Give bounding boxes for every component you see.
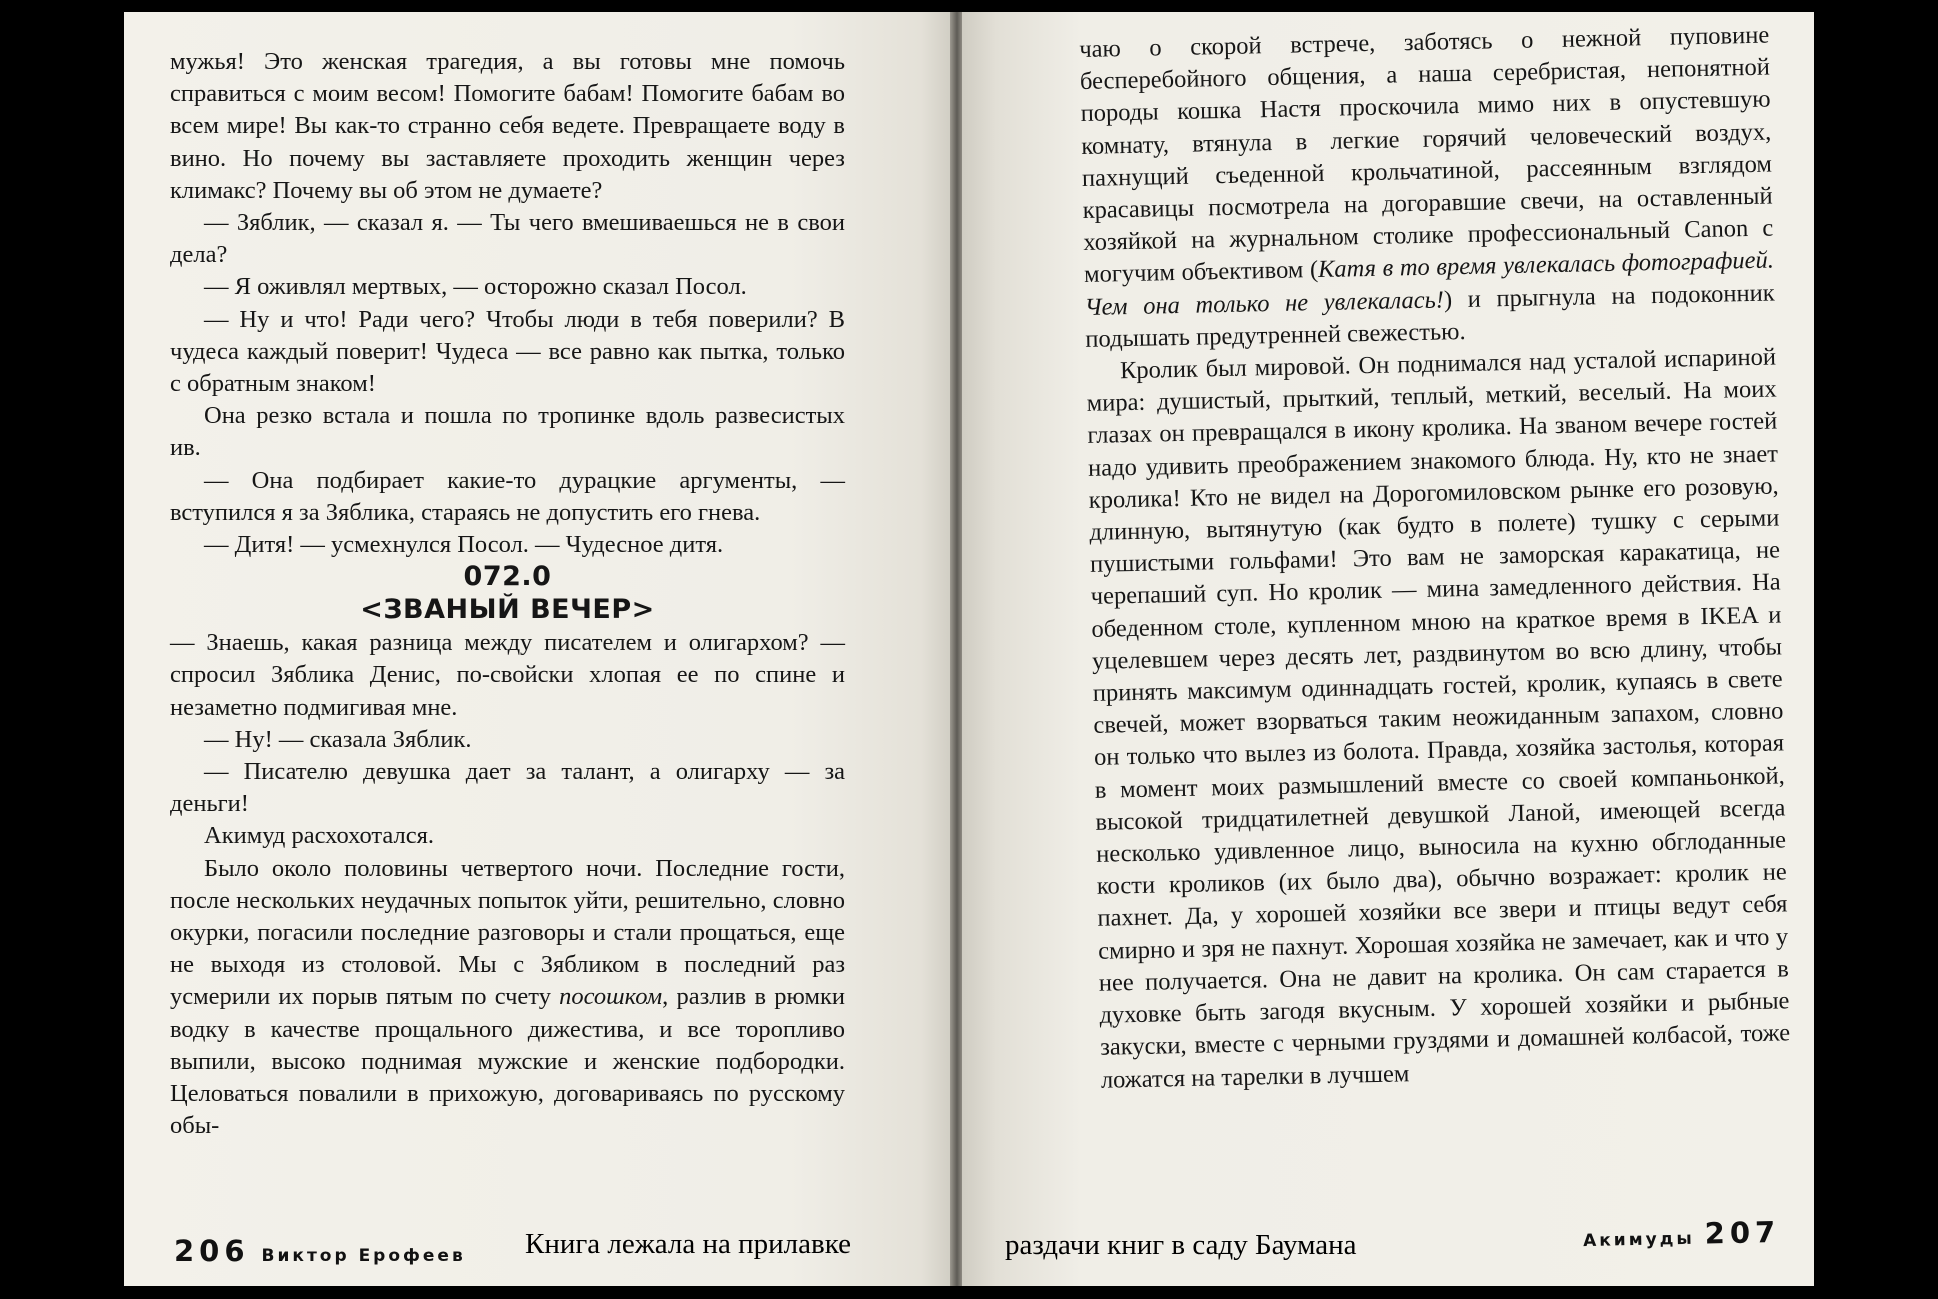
chapter-title: <ЗВАНЫЙ ВЕЧЕР>: [360, 594, 655, 626]
paragraph: чаю о скорой встрече, заботясь о нежной пуповине бесперебойного общения, а наша серебристая, непонятной породы кошка Настя проскочила мимо них в опустевшую комнату, втянула в легкие горячий человеческий воздух, пахнущий съеденной крольчатиной, рассеянным взглядом красавицы посмотрела на догоравшие свечи, на оставленный хозяйкой на журнальном столике профессиональный Canon с могучим объективом (Катя в то время увлекалась фотографией. Чем она только не увлекалась!) и прыгнула на подоконник подышать предутренней свежестью.: [1079, 21, 1775, 353]
paragraph: Было около половины четвертого ночи. Последние гости, после нескольких неудачных попыток уйти, решительно, словно окурки, погасили последние разговоры и стали прощаться, еще не выходя из столовой. Мы с Зябликом в последний раз усмерили их порыв пятым по счету посошком, разлив в рюмки водку в качестве прощального дижестива, и все торопливо выпили, высоко поднимая мужские и женские подбородки. Целоваться повалили в прихожую, договариваясь по русскому обы-: [170, 854, 845, 1140]
paragraph: — Зяблик, — сказал я. — Ты чего вмешиваешься не в свои дела?: [170, 209, 845, 269]
running-title: Акимуды: [1582, 1228, 1695, 1252]
paragraph: — Я оживлял мертвых, — осторожно сказал Посол.: [204, 273, 747, 301]
paragraph: — Она подбирает какие-то дурацкие аргументы, — вступился я за Зяблика, стараясь не допустить его гнева.: [170, 466, 845, 526]
paragraph: Кролик был мировой. Он поднимался над усталой испариной мира: душистый, прыткий, теплый, меткий, веселый. На моих глазах он превращался в икону кролика. На званом вечере гостей надо удивить преображением знакомого блюда. Ну, кто не знает кролика! Кто не видел на Дорогомиловском рынке его розовую, длинную, вытянутую (как будто в полете) тушку с серыми пушистыми гольфами! Это вам не заморская каракатица, не черепаший суп. Но кролик — мина замедленного действия. На обеденном столе, купленном мною на краткое время в IKEA и уцелевшем через десять лет, раздвинутом во всю длину, чтобы принять максимум одиннадцать гостей, кролик, купаясь в свете свечей, может взорваться таким неожиданным запахом, словно он только что вылез из болота. Правда, хозяйка застолья, которая в момент моих размышлений вместе со своей компаньонкой, высокой тридцатилетней девушкой Ланой, имеющей всегда несколько удивленное лицо, выносила на кухню обглоданные кости кроликов (их было два), обычно возражает: кролик не пахнет. Да, у хорошей хозяйки все звери и птицы ведут себя смирно и зря не пахнут. Хорошая хозяйка не замечает, как и что у нее получается. Она не давит на кролика. Он сам старается в духовке быть загодя вкусным. У хорошей хозяйки и рыбные закуски, вместе с черными груздями и домашней колбасой, тоже ложатся на тарелки в лучшем: [1086, 343, 1791, 1094]
paragraph: Она резко встала и пошла по тропинке вдоль развесистых ив.: [170, 402, 845, 462]
left-page-footer: [174, 1234, 466, 1268]
author-name: Виктор Ерофеев: [261, 1246, 466, 1266]
paragraph: Акимуд расхохотался.: [204, 822, 434, 850]
left-page-text: [170, 46, 845, 1143]
right-page-footer: [1582, 1215, 1780, 1253]
paragraph: — Дитя! — усмехнулся Посол. — Чудесное дитя.: [204, 531, 724, 559]
left-book-page: [124, 12, 954, 1286]
paragraph: — Ну и что! Ради чего? Чтобы люди в тебя поверили? В чудеса каждый поверит! Чудеса — все равно как пытка, только с обратным знаком!: [170, 305, 845, 398]
caption-left: Книга лежала на прилавке: [525, 1228, 851, 1260]
paragraph: — Писателю девушка дает за талант, а олигарху — за деньги!: [170, 758, 845, 818]
caption-right: раздачи книг в саду Баумана: [1005, 1229, 1357, 1261]
paragraph: мужья! Это женская трагедия, а вы готовы мне помочь справиться с моим весом! Помогите бабам! Помогите бабам во всем мире! Вы как-то странно себя ведете. Превращаете воду в вино. Но почему вы заставляете проходить женщин через климакс? Почему вы об этом не думаете?: [170, 48, 845, 204]
right-page-number: 207: [1704, 1214, 1781, 1251]
left-page-number: 206: [174, 1234, 250, 1268]
right-book-page: [962, 12, 1814, 1286]
chapter-number: 072.0: [463, 561, 552, 593]
left-paragraphs-after-heading: [170, 627, 845, 1142]
paragraph: — Ну! — сказала Зяблик.: [204, 725, 472, 753]
right-page-text: [1079, 20, 1791, 1097]
paragraph: — Знаешь, какая разница между писателем и олигархом? — спросил Зяблика Денис, по-свойски хлопая ее по спине и незаметно подмигивая мне.: [170, 629, 845, 721]
left-paragraphs-before-heading: [170, 46, 845, 561]
